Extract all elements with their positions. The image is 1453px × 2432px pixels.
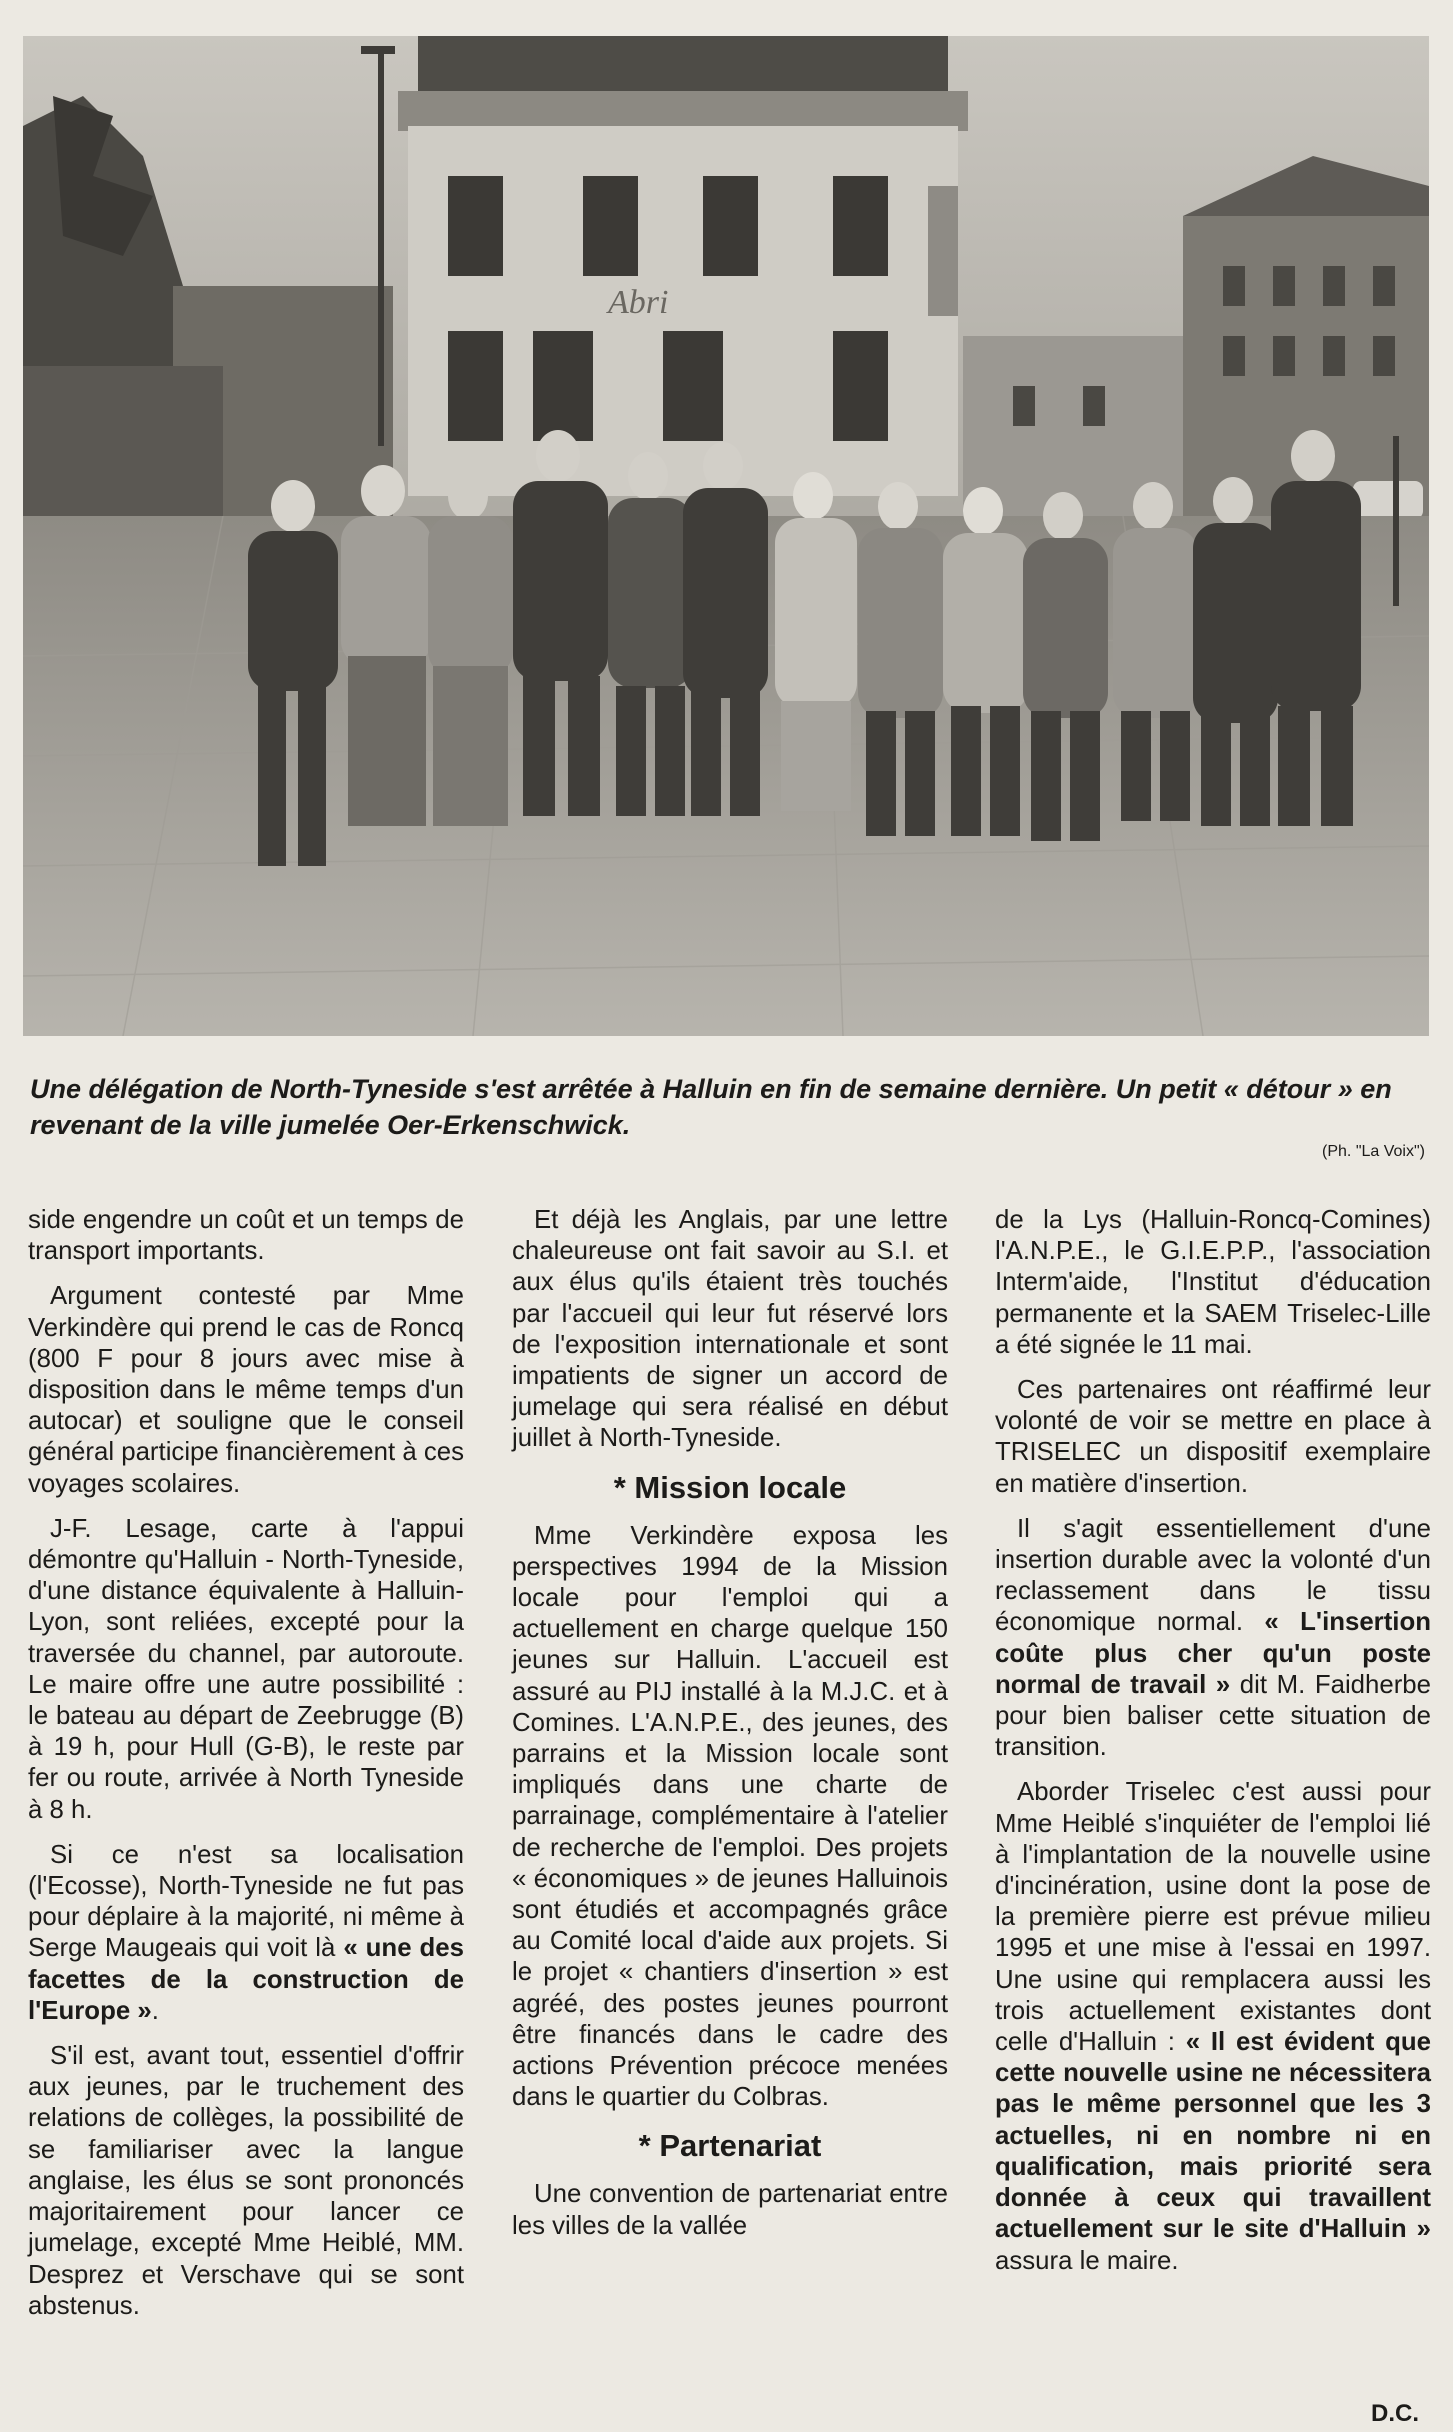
article-column-3 [995, 1205, 1431, 2291]
paragraph: Et déjà les Anglais, par une lettre chaleureuse ont fait savoir au S.I. et aux élus qu'ils étaient très touchés par l'accueil qui leur fut réservé lors de l'exposition internationale et sont impatients de signer un accord de jumelage qui sera réalisé en début juillet à North-Tyneside. [512, 1206, 948, 1453]
text: . [151, 1996, 159, 2025]
paragraph: J-F. Lesage, carte à l'appui démontre qu'Halluin - North-Tyneside, d'une distance équivalente à Halluin-Lyon, sont reliées, excepté pour la traversée du channel, par autoroute. Le maire offre une autre possibilité : le bateau au départ de Zeebrugge (B) à 19 h, pour Hull (G-B), le reste par fer ou route, arrivée à North Tyneside à 8 h. [28, 1514, 464, 1824]
paragraph: S'il est, avant tout, essentiel d'offrir aux jeunes, par le truchement des relations de collèges, la possibilité de se familiariser avec la langue anglaise, les élus se sont prononcés majoritairement pour lancer ce jumelage, excepté Mme Heiblé, MM. Desprez et Verschave qui se sont abstenus. [28, 2042, 464, 2320]
author-signature: D.C. [1371, 2400, 1419, 2427]
photo-caption: Une délégation de North-Tyneside s'est arrêtée à Halluin en fin de semaine dernière. Un petit « détour » en revenant de la ville jumelée Oer-Erkenschwick. [30, 1074, 1392, 1140]
text: dit M. Faidherbe pour bien baliser cette situation de transition. [995, 1670, 1431, 1762]
text: assura le maire. [995, 2246, 1179, 2275]
article-column-2 [512, 1205, 948, 2256]
section-heading: * Partenariat [638, 2128, 822, 2164]
paragraph: side engendre un coût et un temps de transport importants. [28, 1206, 464, 1266]
building-sign: Abri [608, 284, 669, 321]
delegation-photo-illustration [23, 36, 1429, 1036]
paragraph [28, 1840, 464, 2027]
paragraph [995, 1514, 1431, 1764]
paragraph: Ces partenaires ont réaffirmé leur volonté de voir se mettre en place à TRISELEC un dispositif exemplaire en matière d'insertion. [995, 1376, 1431, 1498]
news-photo [23, 36, 1429, 1036]
paragraph: Une convention de partenariat entre les villes de la vallée [512, 2180, 948, 2240]
paragraph: de la Lys (Halluin-Roncq-Comines) l'A.N.P.E., le G.I.E.P.P., l'association Interm'aide, l'Institut d'éducation permanente et la SAEM Triselec-Lille a été signée le 11 mai. [995, 1206, 1431, 1359]
photo-credit: (Ph. "La Voix") [1322, 1143, 1425, 1160]
quote: « L'insertion coûte plus cher qu'un poste normal de travail » [995, 1608, 1431, 1699]
article-column-1 [28, 1205, 464, 2336]
text: Si ce n'est sa localisation (l'Ecosse), North-Tyneside ne fut pas pour déplaire à la majorité, ni même à Serge Maugeais qui voit là [28, 1840, 464, 1963]
section-heading: * Mission locale [613, 1469, 847, 1505]
paragraph [995, 1777, 1431, 2276]
quote: « Il est évident que cette nouvelle usine ne nécessitera pas le même personnel que les 3 actuelles, ni en nombre ni en qualification, mais priorité sera donnée à ceux qui travaillent actuellement sur le site d'Halluin » [995, 2028, 1431, 2244]
text: Aborder Triselec c'est aussi pour Mme Heiblé s'inquiéter de l'emploi lié à l'implantation de la nouvelle usine d'incinération, usine dont la pose de la première pierre est prévue milieu 1995 et une mise à l'essai en 1997. Une usine qui remplacera aussi les trois actuellement existantes dont celle d'Halluin : [995, 1778, 1431, 2057]
paragraph: Mme Verkindère exposa les perspectives 1994 de la Mission locale pour l'emploi qui a actuellement en charge quelque 150 jeunes sur Halluin. L'accueil est assuré au PIJ installé à la M.J.C. et à Comines. L'A.N.P.E., des jeunes, des parrains et la Mission locale sont impliqués dans une charte de parrainage, complémentaire à l'atelier de recherche de l'emploi. Des projets « économiques » de jeunes Halluinois sont étudiés et accompagnés grâce au Comité local d'aide aux projets. Si le projet « chantiers d'insertion » est agréé, des postes jeunes pourront être financés dans le cadre des actions Prévention précoce menées dans le quartier du Colbras. [512, 1521, 948, 2112]
text: Il s'agit essentiellement d'une insertion durable avec la volonté d'un reclassement dans le tissu économique normal. [995, 1514, 1431, 1637]
paragraph: Argument contesté par Mme Verkindère qui prend le cas de Roncq (800 F pour 8 jours avec mise à disposition dans le même temps d'un autocar) et souligne que le conseil général participe financièrement à ces voyages scolaires. [28, 1282, 464, 1498]
quote: « une des facettes de la construction de l'Europe » [28, 1934, 464, 2025]
